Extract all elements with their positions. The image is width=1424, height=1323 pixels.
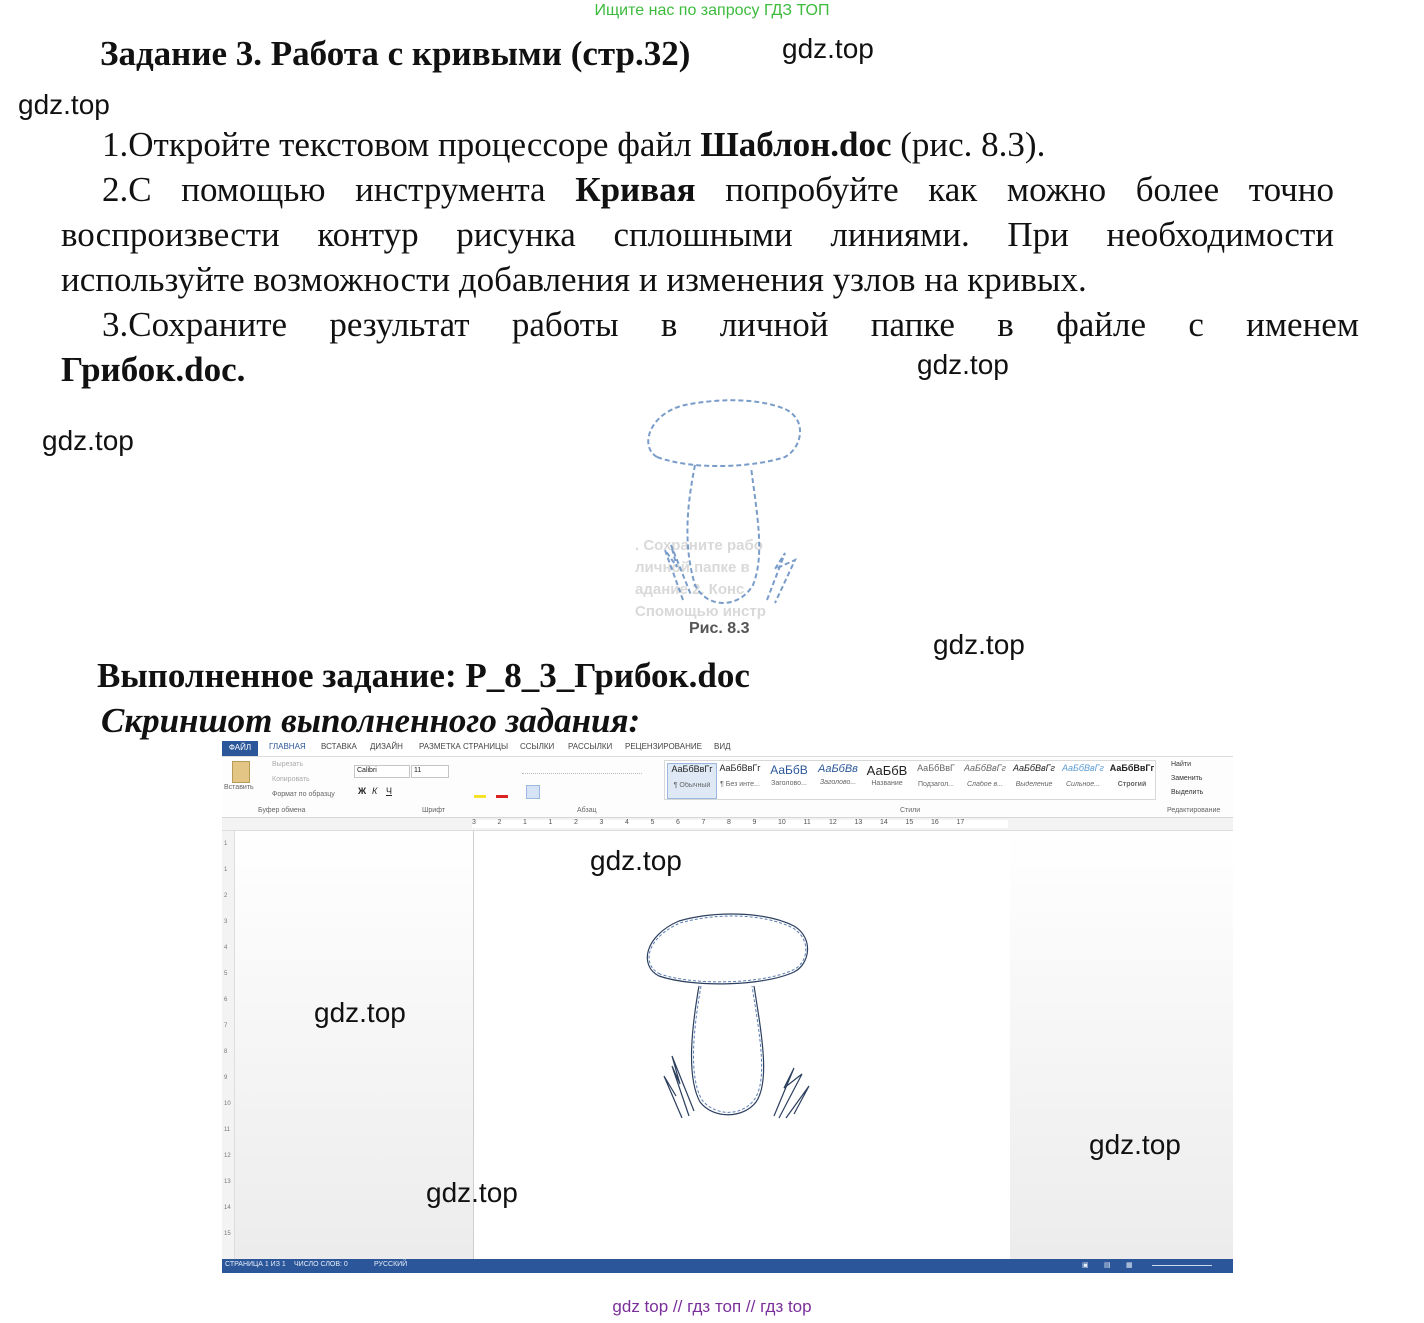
grass-left: [664, 1056, 694, 1118]
vruler-mark: 5: [224, 971, 228, 977]
styles-gallery: [664, 760, 1156, 800]
tab-mailings[interactable]: РАССЫЛКИ: [568, 742, 613, 751]
mushroom-cap-outline: [648, 400, 800, 466]
font-name-select[interactable]: [354, 765, 410, 778]
style-sample: АаБбВвГг: [964, 763, 1006, 773]
ruler-mark: 11: [803, 819, 811, 826]
grass-left-outline: [665, 545, 691, 600]
vruler-mark: 6: [224, 997, 228, 1003]
mushroom-stem-guide: [694, 986, 762, 1112]
tab-layout[interactable]: РАЗМЕТКА СТРАНИЦЫ: [419, 742, 509, 751]
status-page-count[interactable]: СТРАНИЦА 1 ИЗ 1: [225, 1261, 286, 1268]
style-strong[interactable]: [1108, 763, 1156, 797]
paste-icon[interactable]: [232, 761, 250, 783]
ribbon-tabs: [222, 741, 1233, 757]
step1-prefix: 1.Откройте текстовом процессоре файл: [102, 125, 701, 164]
vruler-mark: 14: [224, 1205, 231, 1211]
style-sample: АаБбВ: [770, 763, 808, 777]
read-mode-icon[interactable]: ▣: [1082, 1262, 1089, 1269]
ruler-mark: 2: [574, 819, 578, 826]
mushroom-cap-guide: [649, 916, 806, 982]
figure-caption: Рис. 8.3: [689, 620, 750, 637]
style-sample: АаБбВвГг: [1013, 763, 1055, 773]
figure-bg-line: Спомощью инстр: [635, 603, 766, 620]
step2-tool: Кривая: [575, 170, 696, 209]
style-intense-emphasis[interactable]: [1059, 763, 1107, 797]
status-language[interactable]: РУССКИЙ: [374, 1261, 408, 1268]
style-sample: АаБбВвГг: [1109, 763, 1155, 773]
style-name: ¶ Без инте...: [720, 781, 760, 788]
style-subtle-emphasis[interactable]: [961, 763, 1009, 797]
paragraph-marks-icon[interactable]: [522, 763, 642, 774]
vruler-mark: 1: [224, 867, 228, 873]
ruler-mark: 5: [650, 819, 655, 826]
ruler-mark: 10: [778, 819, 786, 826]
ruler-mark: 15: [905, 819, 914, 826]
mushroom-template-drawing: [635, 395, 815, 615]
search-banner: Ищите нас по запросу ГДЗ ТОП: [594, 2, 830, 19]
ruler-mark: 3: [472, 819, 476, 826]
tab-home[interactable]: ГЛАВНАЯ: [269, 742, 306, 751]
task-title: Задание 3. Работа с кривыми (стр.32): [100, 34, 691, 73]
web-layout-icon[interactable]: ▦: [1126, 1262, 1133, 1269]
watermark: gdz.top: [426, 1177, 518, 1208]
style-sample: АаБбВв: [818, 763, 858, 775]
vruler-mark: 4: [224, 945, 228, 951]
style-sample: АаБбВ: [866, 763, 908, 778]
task-step-2-line-1: [102, 167, 1334, 212]
task-step-2-line-2: воспроизвести контур рисунка сплошными линиями. При необходимости: [61, 215, 1334, 254]
vruler-mark: 11: [224, 1127, 231, 1133]
step1-filename: Шаблон.doc: [700, 125, 892, 164]
italic-button[interactable]: К: [372, 786, 378, 796]
style-no-spacing[interactable]: [716, 763, 764, 797]
underline-button[interactable]: Ч: [386, 786, 392, 796]
step2-suffix: попробуйте как можно более точно: [725, 170, 1335, 209]
grass-right-outline: [767, 553, 795, 603]
horizontal-ruler[interactable]: [222, 818, 1233, 831]
mushroom-stem-outline: [687, 465, 759, 603]
font-color-icon[interactable]: [496, 795, 508, 798]
ruler-mark: 1: [548, 819, 553, 826]
ruler-mark: 17: [956, 819, 965, 826]
style-sample: АаБбВвГг: [1062, 763, 1104, 773]
tab-insert[interactable]: ВСТАВКА: [321, 742, 357, 751]
style-name: Сильное...: [1065, 781, 1101, 788]
ruler-mark: 2: [497, 819, 502, 826]
style-name: Название: [871, 780, 903, 787]
style-name: Слабое в...: [966, 781, 1004, 788]
step2-prefix: 2.С помощью инструмента: [102, 170, 576, 209]
status-word-count[interactable]: ЧИСЛО СЛОВ: 0: [294, 1261, 348, 1268]
watermark: gdz.top: [917, 349, 1009, 380]
task-step-1: [102, 122, 1342, 167]
vruler-mark: 12: [224, 1153, 231, 1159]
ruler-mark: 1: [523, 819, 527, 826]
ribbon: [222, 757, 1233, 818]
completed-task-title: Выполненное задание: Р_8_3_Грибок.doc: [97, 656, 750, 695]
highlight-icon[interactable]: [474, 795, 486, 798]
figure-8-3: [635, 395, 815, 650]
ruler-mark: 16: [931, 819, 939, 826]
figure-bg-line: . Сохраните рабо: [635, 537, 763, 554]
grass-right: [774, 1068, 809, 1118]
bold-button[interactable]: Ж: [358, 786, 367, 796]
style-name: Заголово...: [819, 779, 857, 786]
style-name: Выделение: [1015, 781, 1053, 788]
ruler-mark: 4: [625, 819, 629, 826]
task-step-3-filename: Грибок.doc.: [61, 350, 246, 389]
print-layout-icon[interactable]: ▤: [1104, 1262, 1111, 1269]
ruler-mark: 6: [676, 819, 680, 826]
vruler-mark: 15: [224, 1231, 231, 1237]
tab-view[interactable]: ВИД: [714, 742, 731, 751]
workspace-right: [1010, 831, 1233, 1259]
task-step-3-line-1: 3.Сохраните результат работы в личной папке в файле с именем: [102, 305, 1359, 344]
style-emphasis[interactable]: [1010, 763, 1058, 797]
watermark: gdz.top: [1089, 1129, 1181, 1160]
vertical-ruler[interactable]: [222, 831, 235, 1259]
tab-design[interactable]: ДИЗАЙН: [370, 742, 403, 751]
style-name: Строгий: [1117, 781, 1147, 788]
watermark: gdz.top: [590, 845, 682, 876]
clipboard-group-label: Буфер обмена: [258, 807, 306, 814]
document-page[interactable]: [473, 831, 1011, 1259]
ruler-mark: 8: [727, 819, 731, 826]
copy-button[interactable]: Копировать: [272, 776, 310, 783]
style-subtitle[interactable]: [912, 763, 960, 797]
style-name: Подзагол...: [917, 781, 954, 788]
font-name-value: Calibri: [357, 767, 377, 774]
cut-button[interactable]: Вырезать: [272, 761, 304, 768]
styles-group-label: Стили: [900, 807, 921, 814]
watermark: gdz.top: [18, 89, 110, 120]
style-sample: АаБбВвГг: [719, 763, 761, 773]
style-name: Заголово...: [771, 780, 807, 787]
watermark: gdz.top: [933, 629, 1025, 660]
watermark: gdz.top: [782, 33, 874, 64]
watermark: gdz.top: [314, 997, 406, 1028]
vruler-mark: 1: [224, 841, 228, 847]
vruler-mark: 9: [224, 1075, 228, 1081]
ruler-mark: 9: [752, 819, 757, 826]
font-size-value: 11: [414, 767, 422, 774]
ruler-mark: 3: [599, 819, 604, 826]
watermark: gdz.top: [42, 425, 134, 456]
vruler-mark: 2: [224, 893, 228, 899]
format-painter-button[interactable]: Формат по образцу: [272, 791, 335, 798]
figure-bg-line: личной папке в: [635, 559, 750, 576]
tab-review[interactable]: РЕЦЕНЗИРОВАНИЕ: [625, 742, 702, 751]
task-step-2-line-3: используйте возможности добавления и изменения узлов на кривых.: [61, 260, 1087, 299]
font-size-select[interactable]: [411, 765, 449, 778]
style-normal[interactable]: [667, 763, 717, 799]
vruler-mark: 7: [224, 1023, 228, 1029]
editing-group-label: Редактирование: [1167, 807, 1221, 814]
style-title[interactable]: [863, 763, 911, 797]
font-group-label: Шрифт: [422, 807, 446, 814]
select-button[interactable]: Выделить: [1171, 789, 1204, 796]
style-heading-2[interactable]: [814, 763, 862, 797]
find-button[interactable]: Найти: [1171, 761, 1191, 768]
zoom-slider[interactable]: [1152, 1265, 1212, 1266]
paste-button[interactable]: Вставить: [224, 784, 254, 791]
paragraph-group-label: Абзац: [577, 807, 597, 814]
tab-references[interactable]: ССЫЛКИ: [520, 742, 555, 751]
vruler-mark: 10: [224, 1101, 231, 1107]
style-sample: АаБбВвГ: [917, 763, 955, 773]
vruler-mark: 3: [224, 919, 228, 925]
replace-button[interactable]: Заменить: [1171, 775, 1203, 782]
vruler-mark: 13: [224, 1179, 231, 1185]
tab-file[interactable]: ФАЙЛ: [222, 741, 258, 756]
style-heading-1[interactable]: [765, 763, 813, 797]
mushroom-stem: [692, 986, 764, 1115]
screenshot-title: Скриншот выполненного задания:: [101, 701, 641, 740]
align-left-button[interactable]: [526, 785, 540, 799]
ruler-mark: 7: [701, 819, 706, 826]
style-name: ¶ Обычный: [673, 782, 711, 789]
vruler-mark: 8: [224, 1049, 228, 1055]
footer-links[interactable]: gdz top // гдз топ // гдз top: [612, 1297, 812, 1316]
ruler-mark: 14: [880, 819, 888, 826]
figure-bg-line: адание 2. Конс: [635, 581, 745, 598]
style-sample: АаБбВвГг: [671, 764, 713, 774]
step1-suffix: (рис. 8.3).: [891, 125, 1046, 164]
status-bar: [222, 1259, 1233, 1273]
ruler-mark: 12: [829, 819, 837, 826]
mushroom-drawing: [634, 906, 834, 1126]
ruler-mark: 13: [854, 819, 863, 826]
